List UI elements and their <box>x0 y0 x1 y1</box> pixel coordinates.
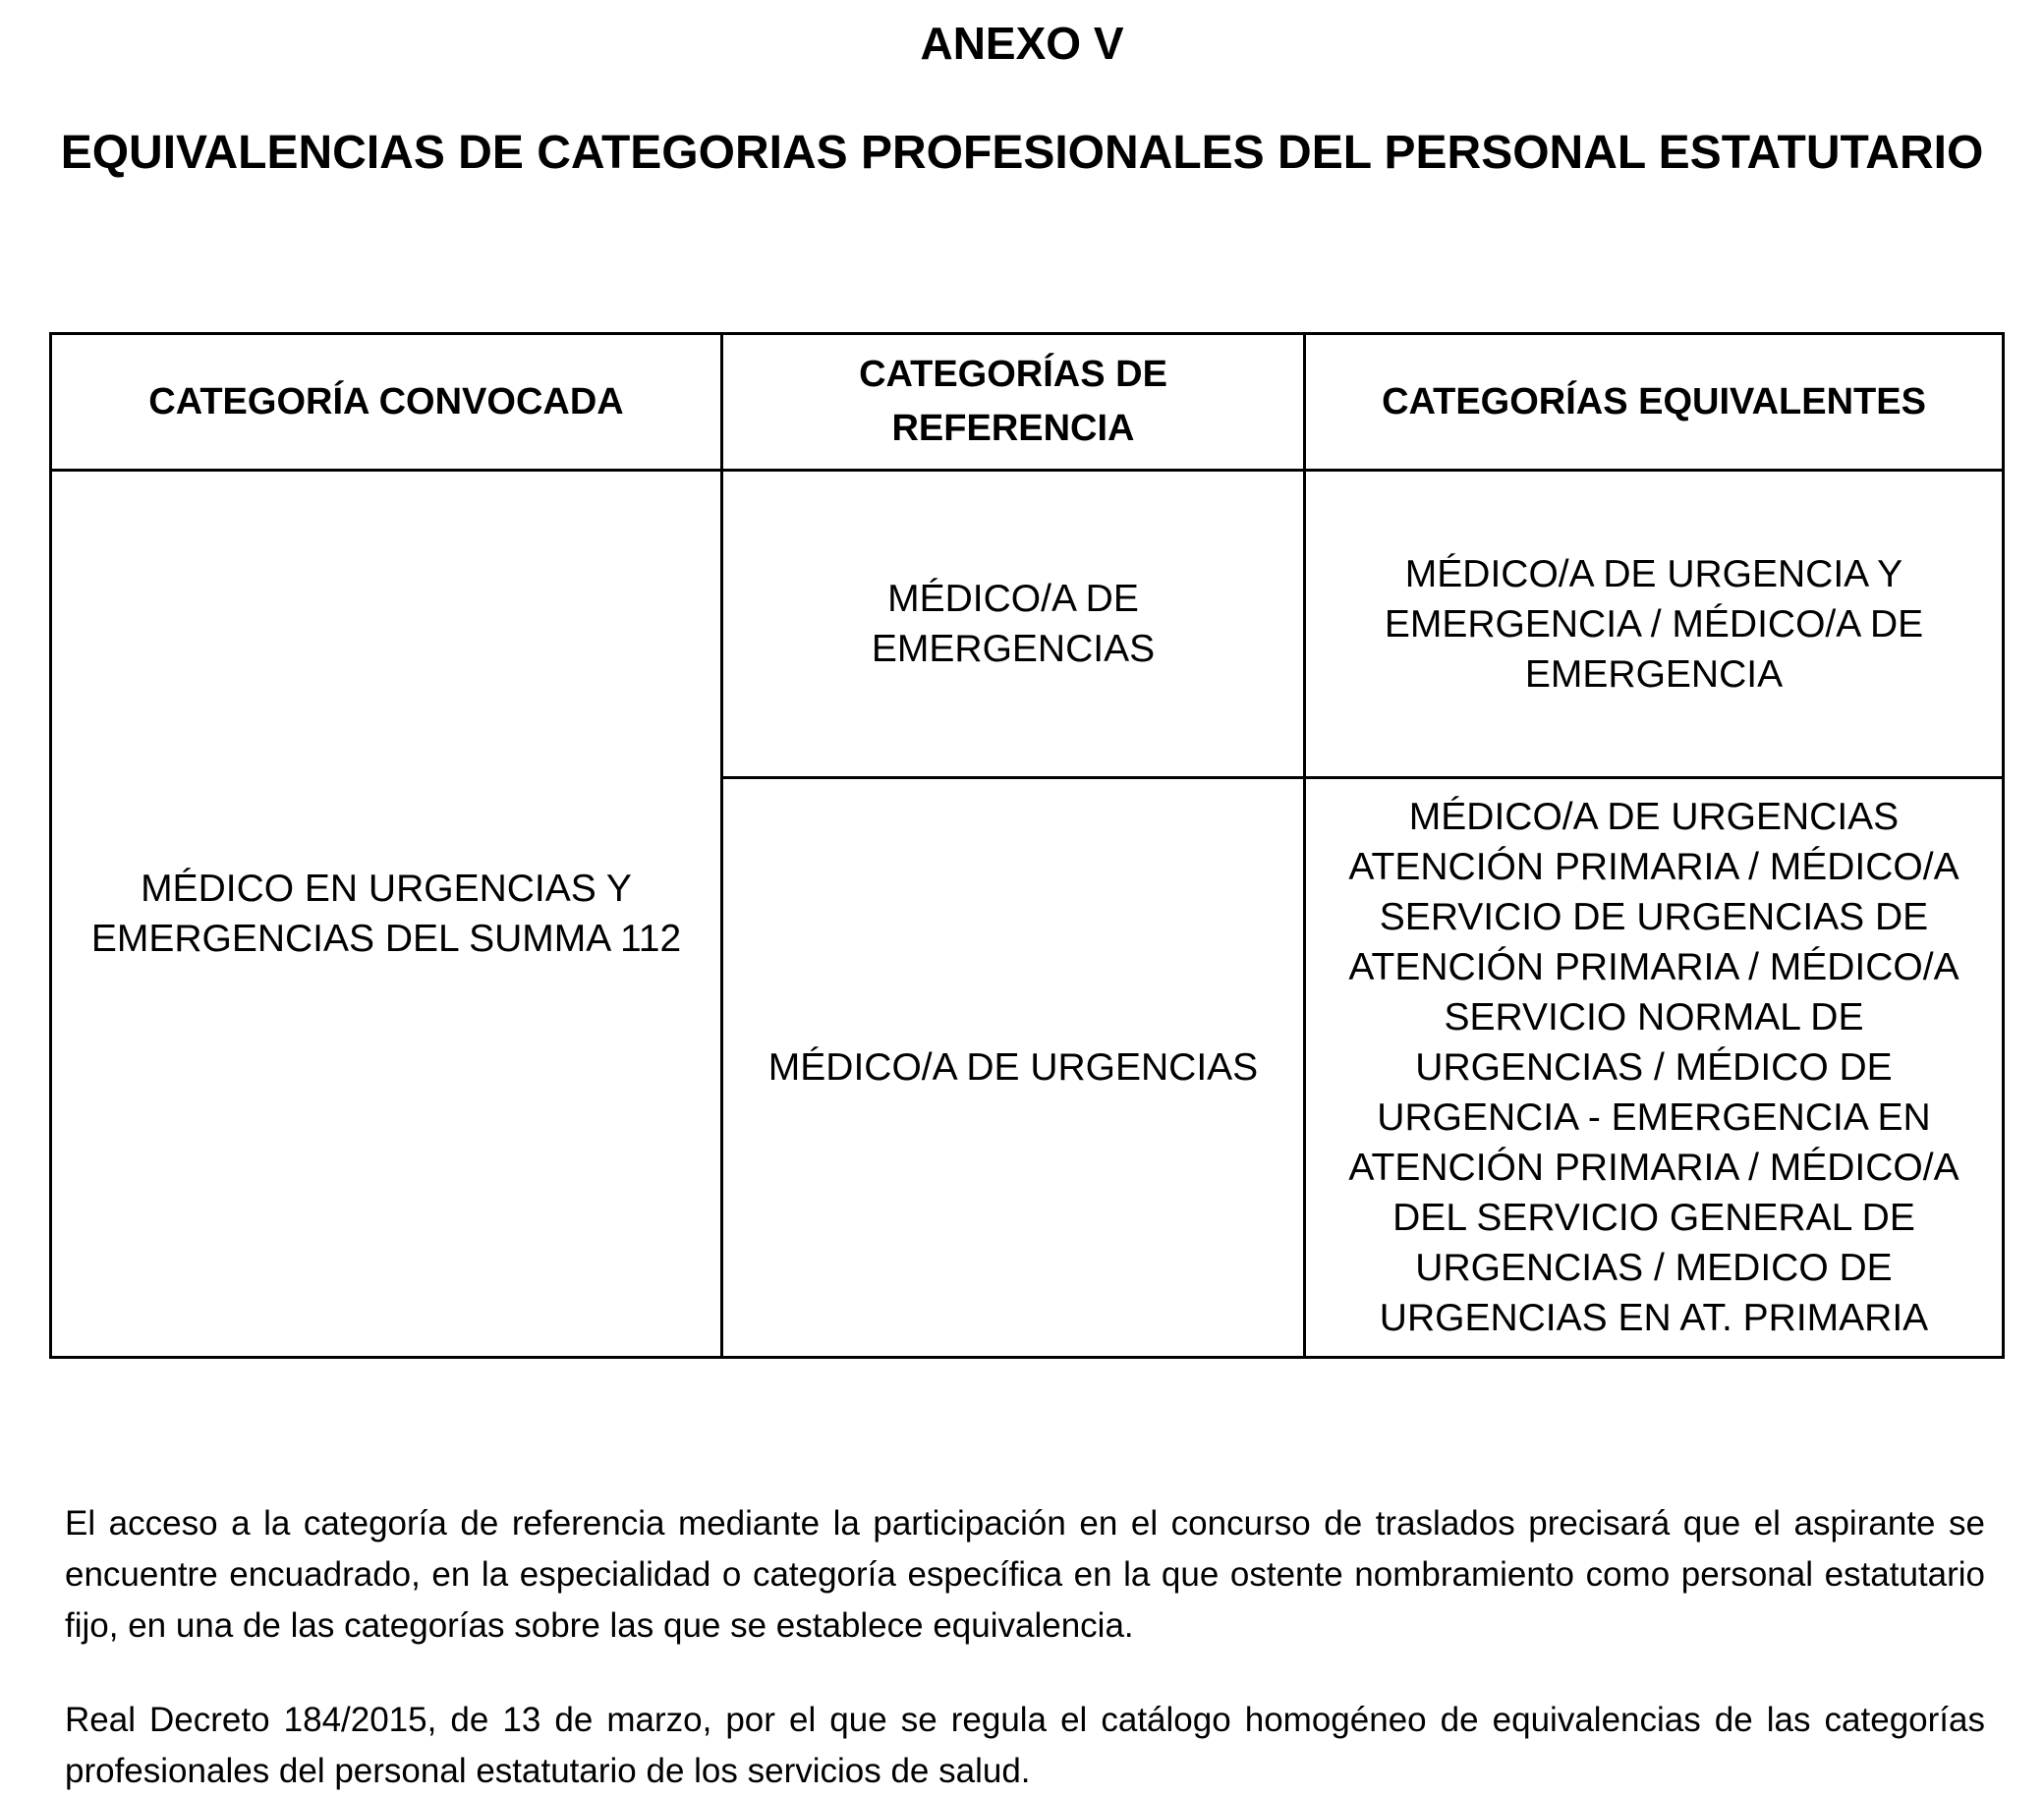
referencia-label: MÉDICO/A DE EMERGENCIAS <box>871 578 1156 670</box>
access-note-paragraph: El acceso a la categoría de referencia mediante la participación en el concurso de traslados precisará que el aspirante se encuentre encuadrado, en la especialidad o categoría específica en la que ostente nombramiento como personal estatutario fijo, en una de las categorías sobre las que se establece equivalencia. <box>65 1504 1985 1645</box>
convocada-label: MÉDICO EN URGENCIAS Y EMERGENCIAS DEL SUMMA 112 <box>90 868 682 960</box>
column-header-referencia <box>722 334 1305 471</box>
convocada-cell <box>51 471 722 1358</box>
equivalence-table <box>49 332 2005 1359</box>
equivalentes-label: MÉDICO/A DE URGENCIAS ATENCIÓN PRIMARIA / MÉDICO/A SERVICIO DE URGENCIAS DE ATENCIÓN PRIMARIA / MÉDICO/A SERVICIO NORMAL DE URGENCIAS / MÉDICO DE URGENCIA - EMERGENCIA EN ATENCIÓN PRIMARIA / MÉDICO/A DEL SERVICIO GENERAL DE URGENCIAS / MEDICO DE URGENCIAS EN AT. PRIMARIA <box>1348 796 1959 1339</box>
equivalentes-cell <box>1305 471 2004 778</box>
annex-title: ANEXO V <box>920 18 1124 69</box>
document-title: EQUIVALENCIAS DE CATEGORIAS PROFESIONALES DEL PERSONAL ESTATUTARIO <box>60 127 1984 179</box>
referencia-label: MÉDICO/A DE URGENCIAS <box>767 1046 1259 1089</box>
referencia-cell <box>722 471 1305 778</box>
equivalentes-label: MÉDICO/A DE URGENCIA Y EMERGENCIA / MÉDICO/A DE EMERGENCIA <box>1384 552 1924 696</box>
equivalentes-cell <box>1305 778 2004 1358</box>
column-header-equivalentes: CATEGORÍAS EQUIVALENTES <box>1305 334 2004 471</box>
table-header-row <box>51 334 2004 471</box>
column-header-referencia-label: CATEGORÍAS DE REFERENCIA <box>859 354 1167 449</box>
column-header-convocada: CATEGORÍA CONVOCADA <box>51 334 722 471</box>
legal-reference-paragraph: Real Decreto 184/2015, de 13 de marzo, por el que se regula el catálogo homogéneo de equivalencias de las categorías profesionales del personal estatutario de los servicios de salud. <box>65 1701 1985 1790</box>
table-row <box>51 471 2004 778</box>
referencia-cell <box>722 778 1305 1358</box>
